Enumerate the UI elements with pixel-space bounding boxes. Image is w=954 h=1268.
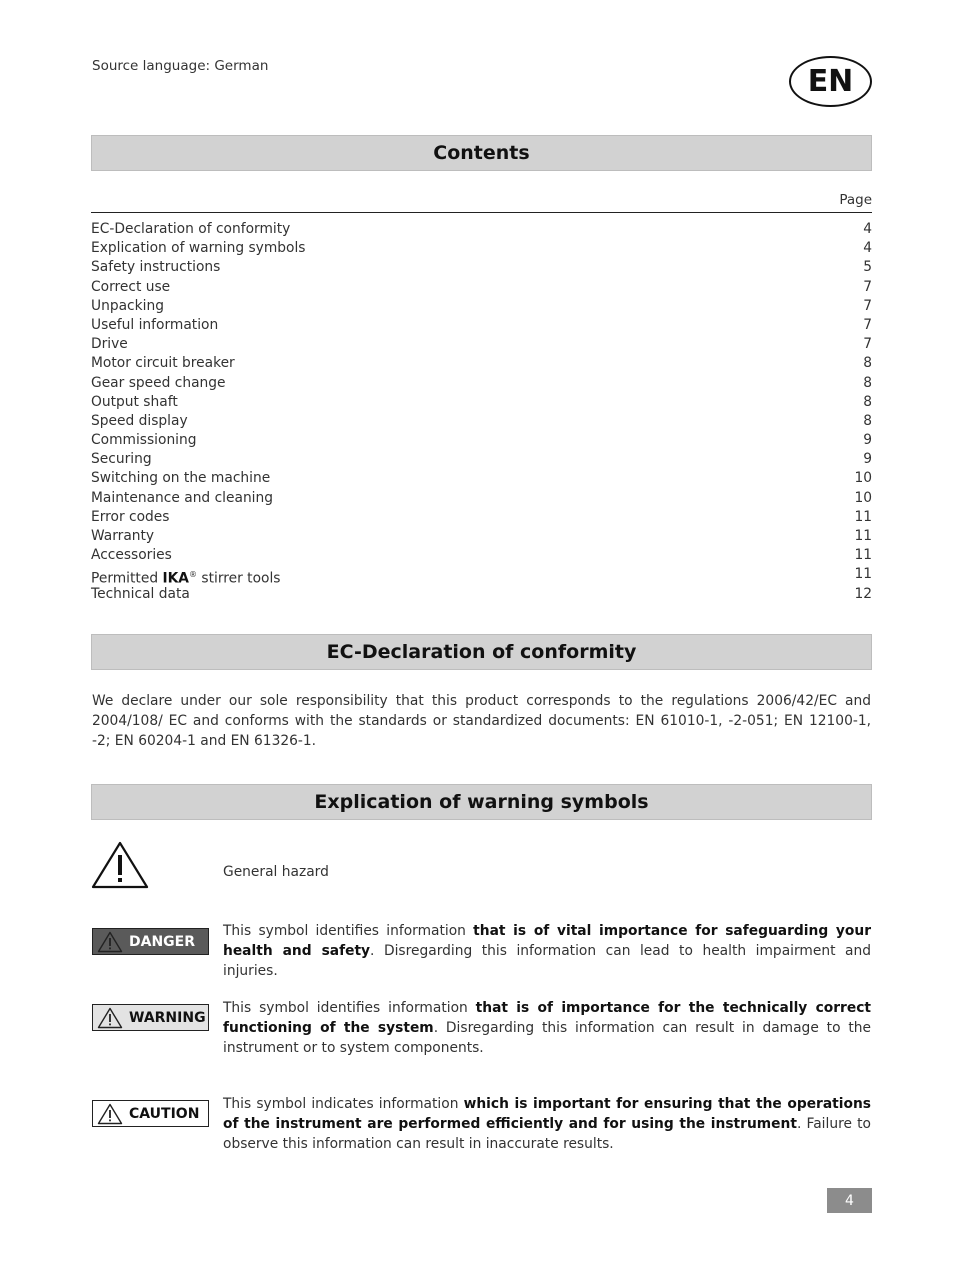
- toc-entry[interactable]: [91, 450, 872, 469]
- toc-entry[interactable]: [91, 469, 872, 488]
- toc-entry-label-suffix: stirrer tools: [197, 570, 281, 587]
- toc-entry-page: 9: [863, 432, 872, 449]
- danger-signal-label: [92, 928, 209, 955]
- toc-entry-page: 7: [863, 297, 872, 314]
- danger-description: [223, 921, 871, 981]
- toc-entry-page: 7: [863, 278, 872, 295]
- toc-entry-page: 5: [863, 259, 872, 276]
- caution-text-intro: This symbol indicates information: [223, 1096, 464, 1112]
- toc-entry-label: EC-Declaration of conformity: [91, 221, 291, 237]
- general-hazard-icon: [91, 840, 149, 890]
- toc-entry-label: Unpacking: [91, 297, 164, 314]
- toc-entry-page: 7: [863, 336, 872, 353]
- warning-text-intro: This symbol identifies information: [223, 1000, 476, 1016]
- toc-entry-label: Technical data: [91, 585, 190, 602]
- danger-text-emphasis: that is of vital importance for safeguarding your health and safety: [223, 923, 872, 959]
- toc-entry-page: 10: [854, 470, 872, 487]
- toc-entry-page: 11: [854, 508, 872, 525]
- toc-entry-label: Drive: [91, 336, 128, 353]
- warning-signal-label: [92, 1004, 209, 1031]
- caution-label-text: CAUTION: [129, 1105, 200, 1122]
- toc-entry-page: 8: [863, 374, 872, 391]
- toc-entry-label: Accessories: [91, 547, 172, 564]
- warning-triangle-icon: [97, 931, 123, 953]
- toc-entry[interactable]: [91, 335, 872, 354]
- caution-signal-label: [92, 1100, 209, 1127]
- warning-text-outro: . Disregarding this information can result in damage to the instrument or to system components.: [223, 1020, 871, 1056]
- toc-entry-page: 11: [854, 566, 872, 583]
- toc-entry-label: Output shaft: [91, 393, 178, 410]
- toc-entry[interactable]: [91, 527, 872, 546]
- warning-description: [223, 998, 871, 1058]
- toc-entry-label: Explication of warning symbols: [91, 240, 306, 257]
- toc-entry-label: Maintenance and cleaning: [91, 489, 274, 506]
- toc-entry[interactable]: [91, 278, 872, 297]
- toc-entry-page: 4: [863, 221, 872, 237]
- ika-brand: IKA: [162, 570, 189, 587]
- caution-description: [223, 1094, 871, 1154]
- toc-entry[interactable]: [91, 354, 872, 373]
- table-of-contents: [91, 220, 872, 604]
- toc-entry[interactable]: [91, 393, 872, 412]
- warning-triangle-icon: [97, 1007, 123, 1029]
- danger-text-intro: This symbol identifies information: [223, 923, 474, 939]
- toc-entry-label: Motor circuit breaker: [91, 355, 235, 372]
- toc-entry[interactable]: [91, 565, 872, 587]
- toc-entry[interactable]: [91, 585, 872, 604]
- toc-entry[interactable]: [91, 316, 872, 335]
- caution-text-outro: . Failure to observe this information can result in inaccurate results.: [223, 1116, 871, 1152]
- toc-entry[interactable]: [91, 239, 872, 258]
- toc-entry-label: Switching on the machine: [91, 470, 271, 487]
- toc-entry-page: 8: [863, 355, 872, 372]
- declaration-heading: EC-Declaration of conformity: [91, 634, 872, 670]
- warning-triangle-icon: [97, 1103, 123, 1125]
- source-language-note: Source language: German: [92, 58, 269, 74]
- toc-entry[interactable]: [91, 489, 872, 508]
- registered-mark: ®: [189, 570, 197, 580]
- toc-entry-page: 9: [863, 451, 872, 468]
- toc-entry-label: [91, 565, 281, 587]
- toc-entry-page: 11: [854, 528, 872, 544]
- toc-entry-label-prefix: Permitted: [91, 570, 163, 587]
- toc-entry[interactable]: [91, 546, 872, 565]
- toc-entry-label: Useful information: [91, 316, 219, 333]
- toc-entry[interactable]: [91, 297, 872, 316]
- toc-entry[interactable]: [91, 431, 872, 450]
- toc-entry-page: 7: [863, 316, 872, 333]
- toc-entry-page: 12: [854, 585, 872, 602]
- toc-entry-label: Securing: [91, 451, 152, 468]
- toc-entry-label: Correct use: [91, 278, 171, 295]
- toc-entry-page: 8: [863, 393, 872, 410]
- toc-entry-page: 8: [863, 412, 872, 429]
- danger-text-outro: . Disregarding this information can lead to health impairment and injuries.: [223, 943, 871, 979]
- toc-entry-label: Error codes: [91, 508, 170, 525]
- toc-entry[interactable]: [91, 412, 872, 431]
- language-badge: EN: [789, 56, 872, 107]
- declaration-text: We declare under our sole responsibility that this product corresponds to the regulations 2006/42/EC and 2004/108/ EC and conforms with the standards or standardized documents: EN 61010-1, -2-051; EN 12100-1, -2; EN 60204-1 and EN 61326-1.: [92, 693, 871, 749]
- general-hazard-label: General hazard: [223, 864, 329, 880]
- toc-entry-label: Gear speed change: [91, 374, 226, 391]
- page-number: 4: [827, 1188, 872, 1213]
- toc-entry[interactable]: [91, 220, 872, 239]
- contents-heading: Contents: [91, 135, 872, 171]
- toc-entry-page: 11: [854, 547, 872, 564]
- toc-page-column-header: Page: [839, 192, 872, 208]
- toc-entry[interactable]: [91, 508, 872, 527]
- warning-label-text: WARNING: [129, 1009, 206, 1026]
- toc-entry[interactable]: [91, 258, 872, 277]
- toc-entry-label: Safety instructions: [91, 259, 221, 276]
- danger-label-text: DANGER: [129, 933, 196, 950]
- toc-divider: [91, 212, 872, 213]
- toc-entry[interactable]: [91, 374, 872, 393]
- caution-text-emphasis: which is important for ensuring that the operations of the instrument are performed efficiently and for using the instrument: [223, 1096, 872, 1132]
- toc-entry-label: Commissioning: [91, 432, 197, 449]
- toc-entry-label: Speed display: [91, 412, 188, 429]
- toc-entry-label: Warranty: [91, 528, 155, 544]
- toc-entry-page: 10: [854, 489, 872, 506]
- warning-text-emphasis: that is of importance for the technically correct functioning of the system: [223, 1000, 871, 1036]
- toc-entry-page: 4: [863, 240, 872, 257]
- warning-symbols-heading: Explication of warning symbols: [91, 784, 872, 820]
